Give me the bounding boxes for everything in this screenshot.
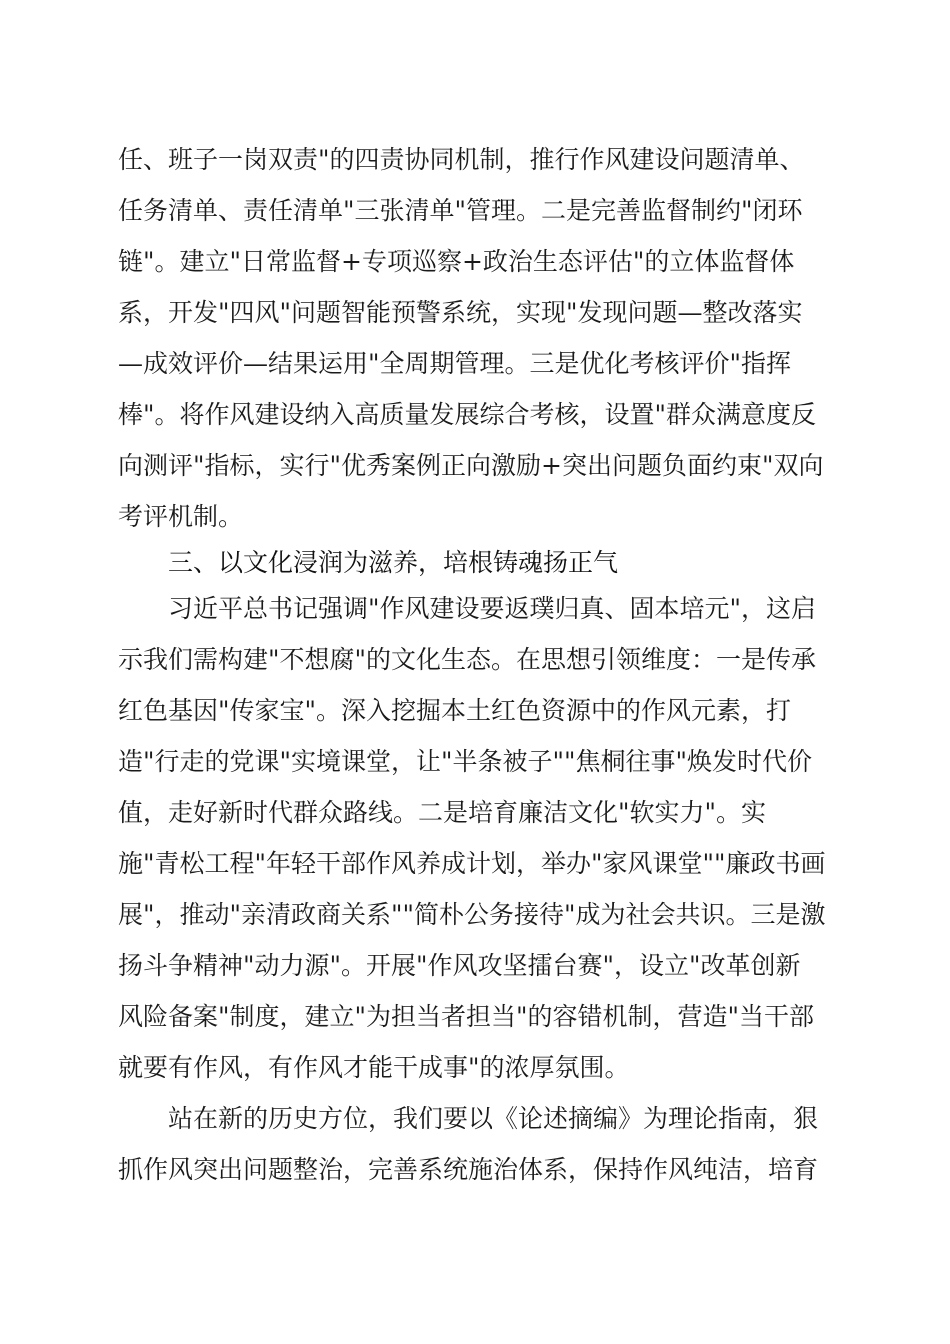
body-line: 考评机制。 [118, 502, 244, 531]
body-line: 红色基因"传家宝"。深入挖掘本土红色资源中的作风元素，打 [118, 696, 792, 725]
body-line: 造"行走的党课"实境课堂，让"半条被子""焦桐往事"焕发时代价 [118, 747, 812, 776]
body-line: 棒"。将作风建设纳入高质量发展综合考核，设置"群众满意度反 [118, 400, 817, 429]
body-line: 示我们需构建"不想腐"的文化生态。在思想引领维度：一是传承 [118, 645, 817, 674]
body-line: 扬斗争精神"动力源"。开展"作风攻坚擂台赛"，设立"改革创新 [118, 951, 801, 980]
body-line: 任、班子一岗双责"的四责协同机制，推行作风建设问题清单、 [118, 145, 805, 174]
body-line: 抓作风突出问题整治，完善系统施治体系，保持作风纯洁，培育 [118, 1155, 819, 1184]
body-line: 展"，推动"亲清政商关系""简朴公务接待"成为社会共识。三是激 [118, 900, 826, 929]
body-line: —成效评价—结果运用"全周期管理。三是优化考核评价"指挥 [118, 349, 792, 378]
body-line: 链"。建立"日常监督+专项巡察+政治生态评估"的立体监督体 [118, 247, 795, 276]
body-line: 任务清单、责任清单"三张清单"管理。二是完善监督制约"闭环 [118, 196, 803, 225]
body-line: 系，开发"四风"问题智能预警系统，实现"发现问题—整改落实 [118, 298, 803, 327]
body-line: 就要有作风，有作风才能干成事"的浓厚氛围。 [118, 1053, 630, 1082]
body-line: 值，走好新时代群众路线。二是培育廉洁文化"软实力"。实 [118, 798, 767, 827]
body-line: 向测评"指标，实行"优秀案例正向激励+突出问题负面约束"双向 [118, 451, 824, 480]
section-heading: 三、以文化浸润为滋养，培根铸魂扬正气 [168, 548, 619, 577]
body-line: 风险备案"制度，建立"为担当者担当"的容错机制，营造"当干部 [118, 1002, 814, 1031]
paragraph-first-line: 习近平总书记强调"作风建设要返璞归真、固本培元"，这启 [168, 594, 817, 623]
paragraph-first-line: 站在新的历史方位，我们要以《论述摘编》为理论指南，狠 [168, 1104, 819, 1133]
body-line: 施"青松工程"年轻干部作风养成计划，举办"家风课堂""廉政书画 [118, 849, 826, 878]
